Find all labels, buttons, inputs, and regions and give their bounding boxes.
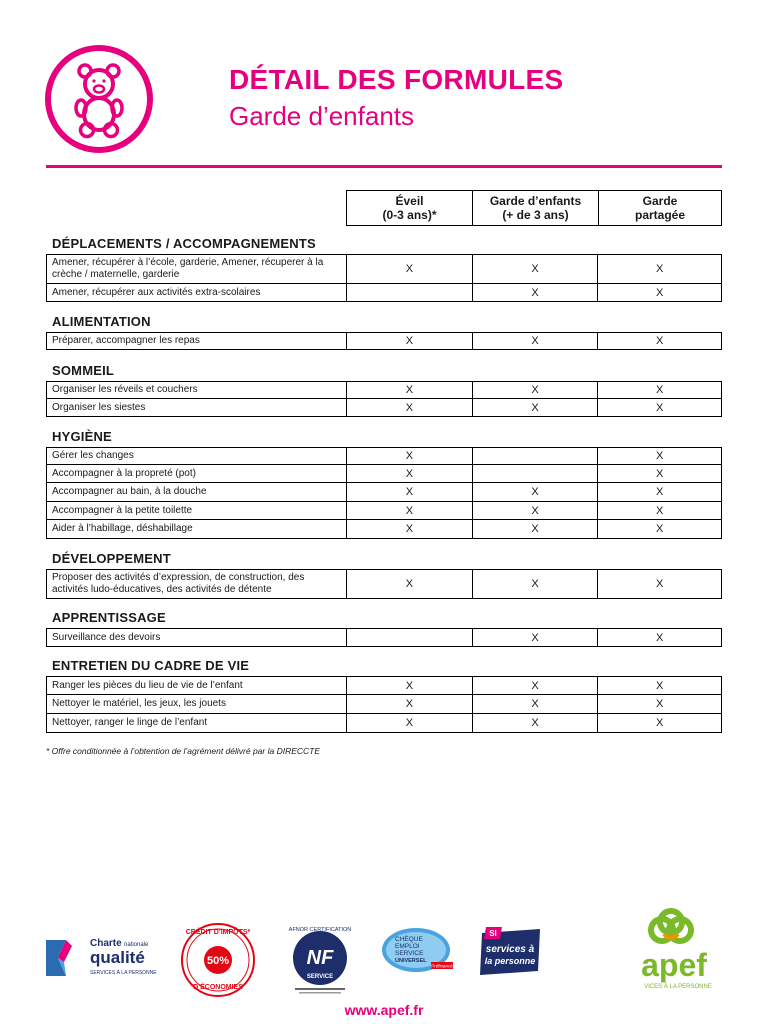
included-mark: X [472, 677, 598, 694]
charte-line1b: nationale [124, 942, 149, 948]
included-mark: X [346, 570, 472, 598]
included-mark: X [597, 465, 721, 482]
included-mark: X [346, 502, 472, 519]
row-label: Aider à l’habillage, déshabillage [52, 523, 193, 534]
section-title: APPRENTISSAGE [52, 610, 166, 625]
empty-cell [472, 465, 598, 482]
included-mark: X [346, 448, 472, 464]
table-row [46, 520, 722, 539]
empty-cell [472, 448, 598, 464]
credit-top: CRÉDIT D’IMPÔTS* [185, 929, 251, 936]
column-header-line2: (+ de 3 ans) [502, 208, 569, 222]
table-row [46, 569, 722, 599]
included-mark: X [472, 570, 598, 598]
charte-line1: Charte [90, 938, 122, 949]
page-subtitle: Garde d’enfants [229, 101, 415, 131]
table-row [46, 447, 722, 465]
section-title: SOMMEIL [52, 363, 115, 378]
row-label: Proposer des activités d’expression, de construction, des activités ludo-éducatives, des activités de détente [52, 572, 305, 595]
apef-name: apef [641, 947, 707, 983]
table-row [46, 284, 722, 302]
credit-impots-logo [176, 920, 268, 1000]
column-header-line2: (0-3 ans)* [382, 208, 437, 222]
included-mark: X [346, 399, 472, 416]
section-title: HYGIÈNE [52, 429, 112, 444]
column-header-line1: Garde [642, 194, 678, 208]
included-mark: X [472, 629, 598, 646]
empty-cell [346, 629, 472, 646]
included-mark: X [597, 520, 721, 538]
table-row [46, 628, 722, 647]
column-header-garde-partagee [598, 190, 722, 226]
column-header-eveil [346, 190, 472, 226]
nf-service-logo [283, 922, 361, 996]
included-mark: X [346, 465, 472, 482]
table-row [46, 399, 722, 417]
included-mark: X [597, 255, 721, 283]
included-mark: X [346, 255, 472, 283]
included-mark: X [472, 333, 598, 349]
table-row [46, 714, 722, 733]
nf-ring: AFNOR CERTIFICATION [288, 927, 352, 933]
included-mark: X [597, 714, 721, 732]
header-divider [46, 165, 722, 168]
column-header-garde-enfants [472, 190, 598, 226]
column-header-line1: Garde d’enfants [489, 194, 582, 208]
teddy-bear-icon [44, 44, 154, 154]
included-mark: X [597, 570, 721, 598]
apef-tagline: VICES À LA PERSONNE [644, 984, 712, 990]
charte-line3: SERVICES À LA PERSONNE [90, 970, 157, 976]
section-title: DÉPLACEMENTS / ACCOMPAGNEMENTS [52, 236, 316, 251]
row-label: Gérer les changes [52, 450, 134, 461]
section-title: ENTRETIEN DU CADRE DE VIE [52, 658, 250, 673]
included-mark: X [472, 382, 598, 398]
services-a-la-personne-logo [476, 925, 546, 979]
row-label: Organiser les réveils et couchers [52, 384, 198, 395]
page-title: DÉTAIL DES FORMULES [229, 64, 564, 95]
included-mark: X [597, 502, 721, 519]
charte-line2: qualité [90, 948, 145, 967]
cesu-logo [381, 926, 455, 976]
included-mark: X [472, 695, 598, 713]
nf-bottom: SERVICE [306, 974, 334, 980]
included-mark: X [346, 520, 472, 538]
included-mark: X [597, 483, 721, 501]
empty-cell [346, 284, 472, 301]
apef-logo [622, 904, 726, 994]
sap-line2: la personne [484, 956, 536, 966]
row-label: Préparer, accompagner les repas [52, 335, 200, 346]
credit-bottom: D’ÉCONOMIES [193, 984, 243, 991]
row-label: Accompagner au bain, à la douche [52, 486, 207, 497]
cesu-line1: CHÈQUE [395, 936, 423, 943]
cesu-line3: SERVICE [395, 950, 424, 957]
row-label: Amener, récupérer aux activités extra-scolaires [52, 286, 261, 298]
included-mark: X [472, 714, 598, 732]
cesu-line2: EMPLOI [395, 943, 420, 950]
included-mark: X [346, 333, 472, 349]
table-row [46, 332, 722, 350]
row-label: Surveillance des devoirs [52, 631, 161, 643]
included-mark: X [472, 255, 598, 283]
included-mark: X [472, 483, 598, 501]
row-label: Ranger les pièces du lieu de vie de l’enfant [52, 679, 243, 691]
table-row [46, 254, 722, 284]
section-title: DÉVELOPPEMENT [52, 551, 171, 566]
section-title: ALIMENTATION [52, 314, 151, 329]
row-label: Organiser les siestes [52, 401, 146, 413]
row-label: Nettoyer, ranger le linge de l’enfant [52, 717, 208, 728]
sap-badge: SI [489, 929, 497, 938]
table-row [46, 695, 722, 714]
row-label: Accompagner à la petite toilette [52, 504, 193, 516]
cesu-line4: UNIVERSEL [395, 958, 427, 964]
footer-url-link[interactable]: www.apef.fr [344, 1002, 424, 1018]
column-header-line2: partagée [634, 208, 686, 222]
charte-qualite-logo [44, 932, 164, 982]
included-mark: X [597, 695, 721, 713]
row-label: Amener, récupérer à l’école, garderie, Amener, récuperer à la crèche / maternelle, garderie [52, 257, 324, 280]
row-label: Accompagner à la propreté (pot) [52, 467, 196, 479]
nf-mark: NF [306, 947, 334, 969]
credit-center: 50% [206, 955, 230, 967]
table-row [46, 483, 722, 502]
table-row [46, 381, 722, 399]
included-mark: X [472, 520, 598, 538]
included-mark: X [597, 448, 721, 464]
table-row [46, 502, 722, 520]
included-mark: X [346, 714, 472, 732]
included-mark: X [597, 677, 721, 694]
included-mark: X [597, 284, 721, 301]
included-mark: X [597, 333, 721, 349]
column-header-line1: Éveil [395, 194, 424, 208]
table-row [46, 676, 722, 695]
included-mark: X [472, 284, 598, 301]
included-mark: X [597, 399, 721, 416]
included-mark: X [346, 382, 472, 398]
table-row [46, 465, 722, 483]
included-mark: X [597, 382, 721, 398]
cesu-tag: Préfinancé [431, 963, 453, 969]
footnote: * Offre conditionnée à l’obtention de l’agrément délivré par la DIRECCTE [46, 746, 321, 756]
included-mark: X [346, 677, 472, 694]
row-label: Nettoyer le matériel, les jeux, les jouets [52, 698, 226, 709]
included-mark: X [472, 502, 598, 519]
included-mark: X [472, 399, 598, 416]
included-mark: X [346, 695, 472, 713]
included-mark: X [346, 483, 472, 501]
sap-line1: services à [485, 944, 535, 955]
included-mark: X [597, 629, 721, 646]
